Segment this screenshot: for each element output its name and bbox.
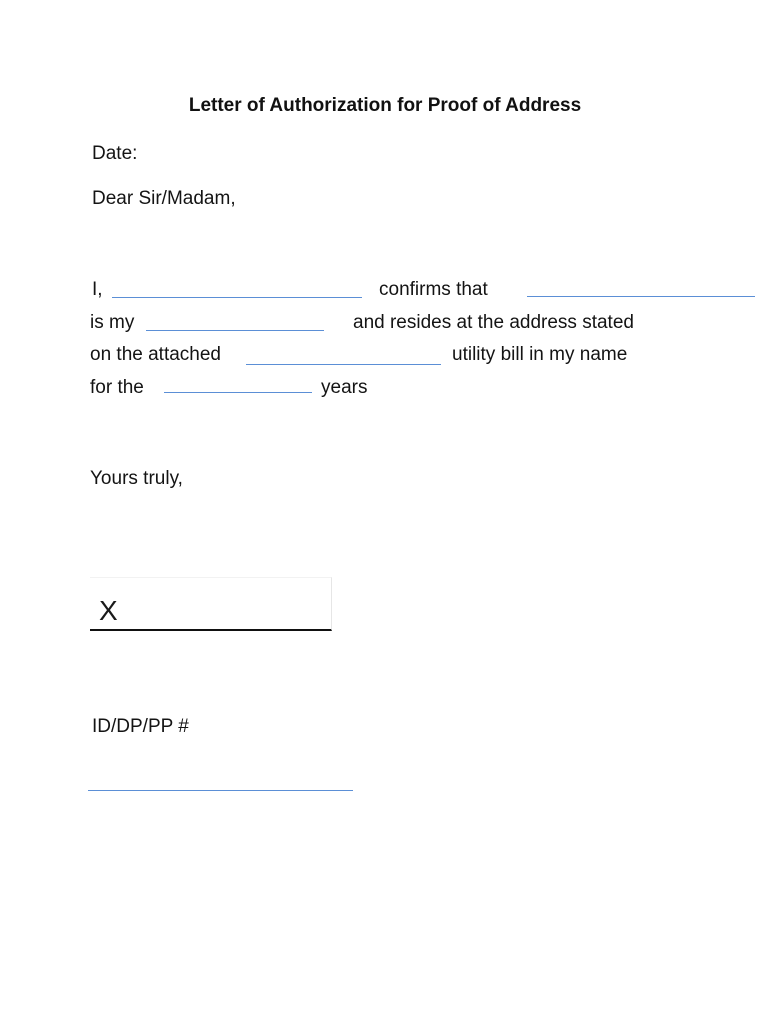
letter-title: Letter of Authorization for Proof of Address (188, 95, 582, 116)
signature-field[interactable] (90, 577, 332, 631)
line1-middle: confirms that (379, 279, 488, 300)
line2-suffix: and resides at the address stated (353, 312, 634, 333)
name-field[interactable] (112, 297, 362, 298)
line1-prefix: I, (92, 279, 103, 300)
person-name-field[interactable] (527, 296, 755, 297)
line4-suffix: years (321, 377, 368, 398)
signature-mark: X (99, 595, 118, 626)
line3-suffix: utility bill in my name (452, 344, 628, 365)
line2-prefix: is my (90, 312, 135, 333)
date-label: Date: (92, 143, 138, 164)
closing: Yours truly, (90, 468, 183, 489)
years-field[interactable] (164, 392, 312, 393)
line3-prefix: on the attached (90, 344, 221, 365)
line4-prefix: for the (90, 377, 144, 398)
relationship-field[interactable] (146, 330, 324, 331)
utility-type-field[interactable] (246, 364, 441, 365)
salutation: Dear Sir/Madam, (92, 188, 236, 209)
id-number-field[interactable] (88, 790, 353, 791)
id-label: ID/DP/PP # (92, 716, 189, 737)
